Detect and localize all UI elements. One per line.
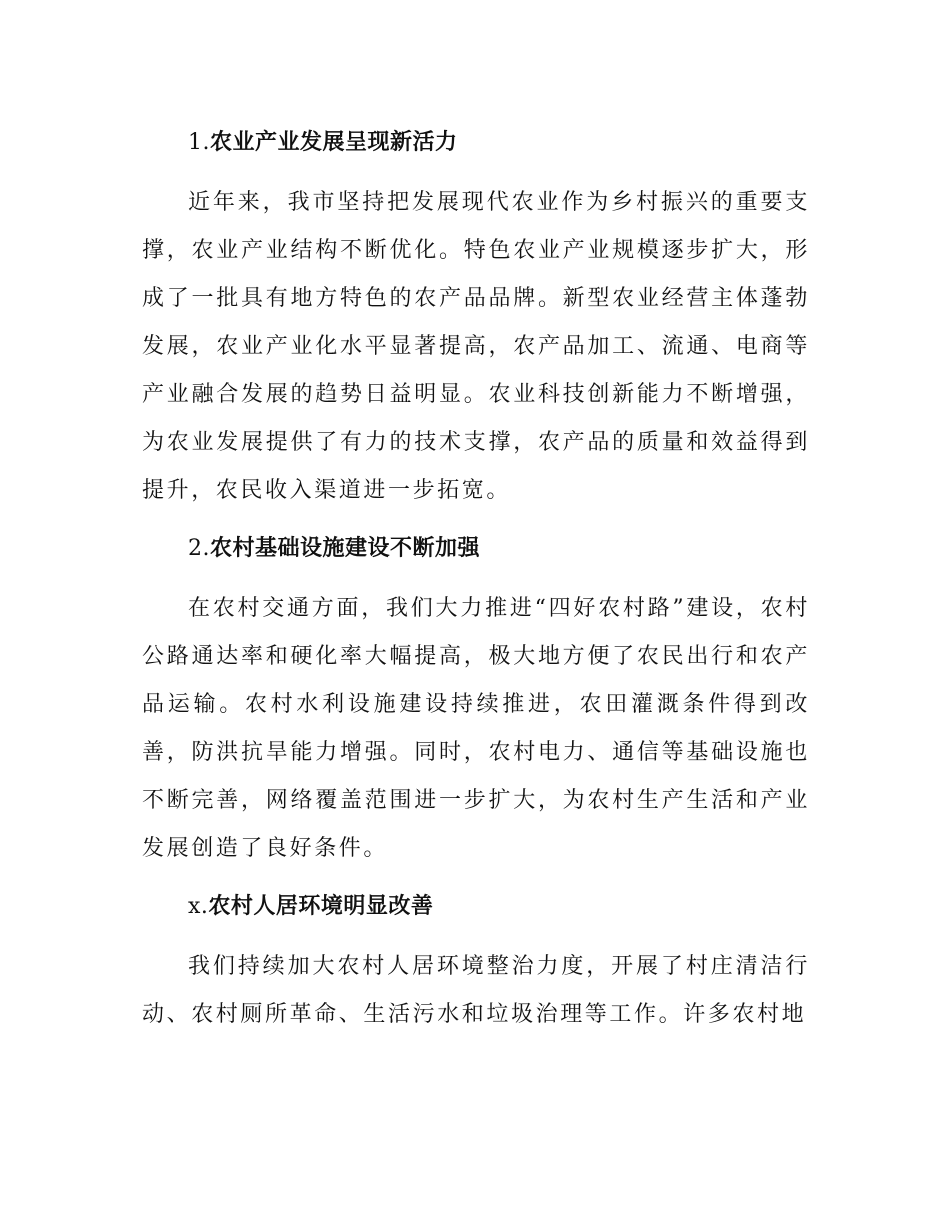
section-title: 农村人居环境明显改善: [208, 894, 434, 919]
document-body: [142, 118, 810, 1048]
section-heading-3: [142, 882, 810, 932]
section-paragraph-1: 近年来，我市坚持把发展现代农业作为乡村振兴的重要支撑，农业产业结构不断优化。特色农业产业规模逐步扩大，形成了一批具有地方特色的农产品品牌。新型农业经营主体蓬勃发展，农业产业化水平显著提高，农产品加工、流通、电商等产业融合发展的趋势日益明显。农业科技创新能力不断增强，为农业发展提供了有力的技术支撑，农产品的质量和效益得到提升，农民收入渠道进一步拓宽。: [142, 190, 810, 503]
section-title: 农村基础设施建设不断加强: [210, 536, 481, 561]
section-paragraph-2: 在农村交通方面，我们大力推进“四好农村路”建设，农村公路通达率和硬化率大幅提高，极大地方便了农民出行和农产品运输。农村水利设施建设持续推进，农田灌溉条件得到改善，防洪抗旱能力增强。同时，农村电力、通信等基础设施也不断完善，网络覆盖范围进一步扩大，为农村生产生活和产业发展创造了良好条件。: [142, 596, 810, 861]
section-heading-2: [142, 524, 810, 574]
section-title: 农业产业发展呈现新活力: [210, 130, 458, 155]
section-number: x.: [188, 894, 209, 919]
section-number: 2.: [188, 536, 210, 561]
section-paragraph-3: 我们持续加大农村人居环境整治力度，开展了村庄清洁行动、农村厕所革命、生活污水和垃圾治理等工作。许多农村地: [142, 954, 810, 1027]
section-heading-1: [142, 118, 810, 168]
section-number: 1.: [188, 130, 210, 155]
